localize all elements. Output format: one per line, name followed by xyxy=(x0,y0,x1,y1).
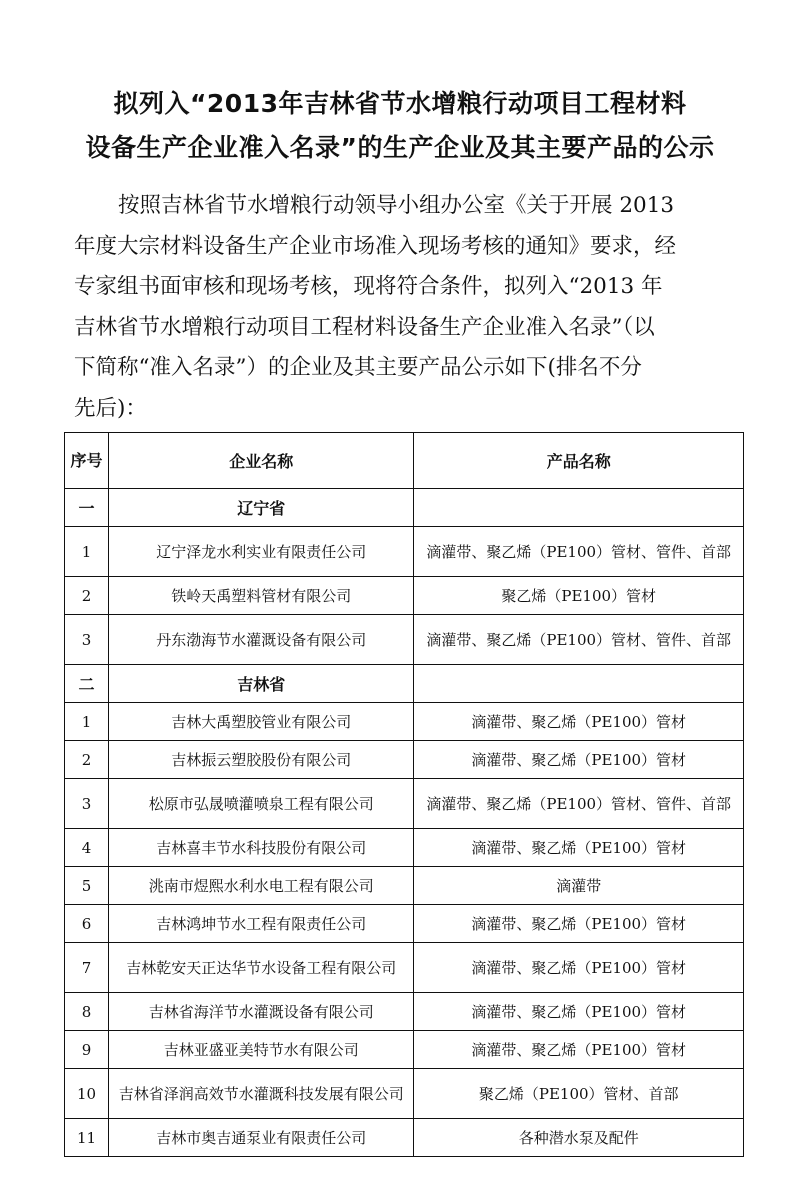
company-cell: 洮南市煜熙水利水电工程有限公司 xyxy=(108,867,413,905)
product-cell xyxy=(414,489,744,527)
company-cell: 吉林喜丰节水科技股份有限公司 xyxy=(108,829,413,867)
product-cell: 聚乙烯（PE100）管材、首部 xyxy=(414,1069,744,1119)
table-row xyxy=(65,943,744,993)
section-number-cell: 一 xyxy=(65,489,109,527)
intro-paragraph xyxy=(74,186,738,430)
table-row xyxy=(65,527,744,577)
company-cell: 吉林大禹塑胶管业有限公司 xyxy=(108,703,413,741)
table-row xyxy=(65,779,744,829)
seq-cell: 2 xyxy=(65,741,109,779)
company-cell: 吉林省海洋节水灌溉设备有限公司 xyxy=(108,993,413,1031)
paragraph-line: 年度大宗材料设备生产企业市场准入现场考核的通知》要求，经 xyxy=(74,233,677,259)
table-row xyxy=(65,993,744,1031)
seq-cell: 1 xyxy=(65,527,109,577)
product-cell: 滴灌带、聚乙烯（PE100）管材、管件、首部 xyxy=(414,779,744,829)
company-cell: 松原市弘晟喷灌喷泉工程有限公司 xyxy=(108,779,413,829)
seq-cell: 3 xyxy=(65,779,109,829)
company-cell: 吉林振云塑胶股份有限公司 xyxy=(108,741,413,779)
seq-cell: 6 xyxy=(65,905,109,943)
seq-cell: 10 xyxy=(65,1069,109,1119)
section-number-cell: 二 xyxy=(65,665,109,703)
paragraph-line: 吉林省节水增粮行动项目工程材料设备生产企业准入名录”（以 xyxy=(74,314,655,340)
product-cell: 滴灌带、聚乙烯（PE100）管材 xyxy=(414,905,744,943)
document-title-line-1: 拟列入“2013年吉林省节水增粮行动项目工程材料 xyxy=(113,89,687,118)
company-cell: 辽宁泽龙水利实业有限责任公司 xyxy=(108,527,413,577)
table-row xyxy=(65,905,744,943)
table-row xyxy=(65,615,744,665)
table-row xyxy=(65,1031,744,1069)
seq-cell: 11 xyxy=(65,1119,109,1157)
table-section-row xyxy=(65,665,744,703)
column-header-seq: 序号 xyxy=(65,433,109,489)
product-cell: 滴灌带 xyxy=(414,867,744,905)
table-row xyxy=(65,703,744,741)
company-cell: 吉林亚盛亚美特节水有限公司 xyxy=(108,1031,413,1069)
company-cell: 吉林市奥吉通泵业有限责任公司 xyxy=(108,1119,413,1157)
product-cell: 滴灌带、聚乙烯（PE100）管材 xyxy=(414,829,744,867)
table-header-row xyxy=(65,433,744,489)
company-cell: 铁岭天禹塑料管材有限公司 xyxy=(108,577,413,615)
company-cell: 丹东渤海节水灌溉设备有限公司 xyxy=(108,615,413,665)
seq-cell: 2 xyxy=(65,577,109,615)
seq-cell: 8 xyxy=(65,993,109,1031)
province-cell: 辽宁省 xyxy=(108,489,413,527)
document-title-line-2: 设备生产企业准入名录”的生产企业及其主要产品的公示 xyxy=(85,133,715,162)
product-cell: 滴灌带、聚乙烯（PE100）管材 xyxy=(414,703,744,741)
product-cell: 滴灌带、聚乙烯（PE100）管材、管件、首部 xyxy=(414,615,744,665)
table-row xyxy=(65,867,744,905)
product-cell: 滴灌带、聚乙烯（PE100）管材 xyxy=(414,741,744,779)
seq-cell: 5 xyxy=(65,867,109,905)
column-header-company: 企业名称 xyxy=(108,433,413,489)
table-body xyxy=(65,489,744,1157)
column-header-product: 产品名称 xyxy=(414,433,744,489)
table-row xyxy=(65,741,744,779)
paragraph-line: 下简称“准入名录”）的企业及其主要产品公示如下(排名不分 xyxy=(74,355,642,381)
product-cell xyxy=(414,665,744,703)
seq-cell: 3 xyxy=(65,615,109,665)
product-cell: 滴灌带、聚乙烯（PE100）管材 xyxy=(414,1031,744,1069)
product-cell: 滴灌带、聚乙烯（PE100）管材 xyxy=(414,993,744,1031)
paragraph-line: 按照吉林省节水增粮行动领导小组办公室《关于开展 2013 xyxy=(118,193,675,218)
table-row xyxy=(65,1069,744,1119)
table-section-row xyxy=(65,489,744,527)
product-cell: 滴灌带、聚乙烯（PE100）管材、管件、首部 xyxy=(414,527,744,577)
table-row xyxy=(65,1119,744,1157)
seq-cell: 1 xyxy=(65,703,109,741)
paragraph-line: 先后)： xyxy=(74,395,147,421)
product-cell: 聚乙烯（PE100）管材 xyxy=(414,577,744,615)
product-cell: 各种潜水泵及配件 xyxy=(414,1119,744,1157)
company-cell: 吉林乾安天正达华节水设备工程有限公司 xyxy=(108,943,413,993)
seq-cell: 9 xyxy=(65,1031,109,1069)
seq-cell: 4 xyxy=(65,829,109,867)
table-row xyxy=(65,577,744,615)
paragraph-line: 专家组书面审核和现场考核，现将符合条件，拟列入“2013 年 xyxy=(74,274,663,300)
enterprise-table xyxy=(64,432,744,1157)
company-cell: 吉林省泽润高效节水灌溉科技发展有限公司 xyxy=(108,1069,413,1119)
table-row xyxy=(65,829,744,867)
province-cell: 吉林省 xyxy=(108,665,413,703)
company-cell: 吉林鸿坤节水工程有限责任公司 xyxy=(108,905,413,943)
product-cell: 滴灌带、聚乙烯（PE100）管材 xyxy=(414,943,744,993)
seq-cell: 7 xyxy=(65,943,109,993)
